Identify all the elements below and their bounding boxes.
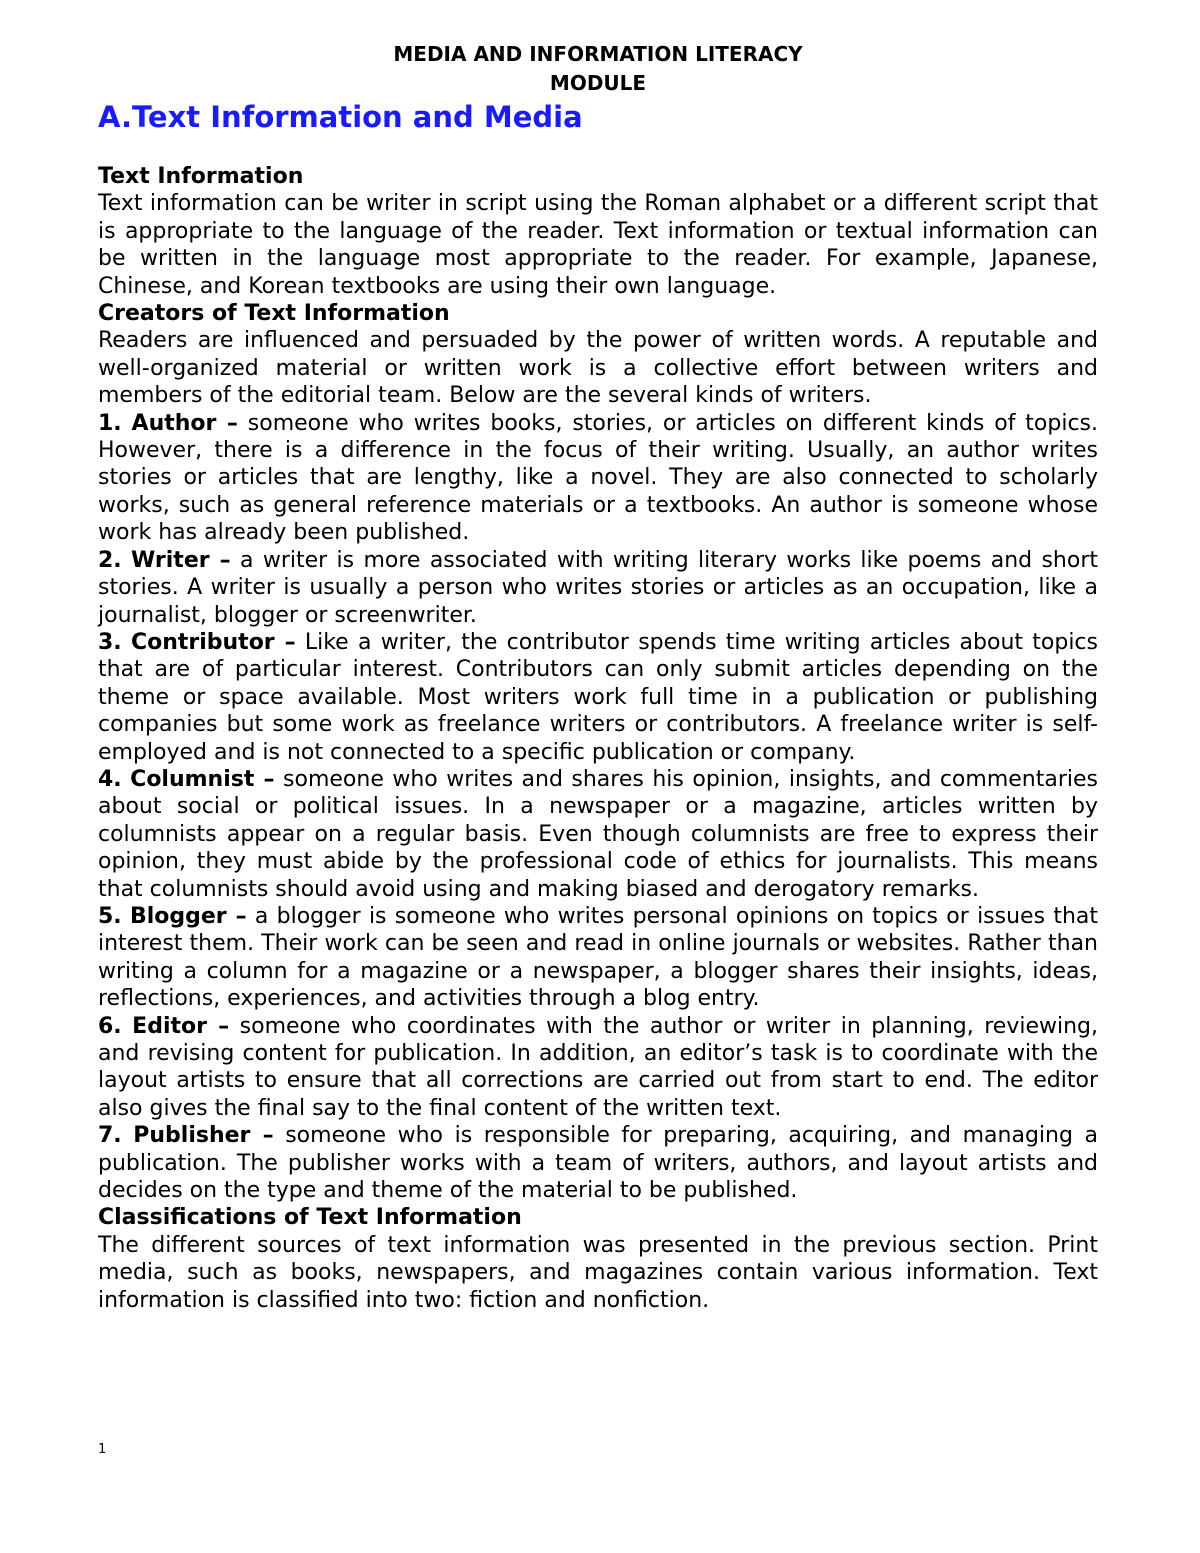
list-item-term: Editor –	[132, 1013, 230, 1039]
list-item	[98, 629, 1098, 766]
list-item-term: Contributor –	[130, 629, 296, 655]
list-item-description: a blogger is someone who writes personal opinions on topics or issues that interest them. Their work can be seen and read in online journals or websites. Rather than writing a column for a magazine or a newspaper, a blogger shares their insights, ideas, reflections, experiences, and activities through a blog entry.	[98, 903, 1098, 1012]
list-item-term: Writer –	[131, 547, 231, 573]
list-item-number: 4.	[98, 766, 122, 792]
document-page	[98, 40, 1098, 1314]
list-item	[98, 410, 1098, 547]
text-information-paragraph: Text information can be writer in script using the Roman alphabet or a different script that is appropriate to the language of the reader. Text information or textual information can be written in the language most appropriate to the reader. For example, Japanese, Chinese, and Korean textbooks are using their own language.	[98, 191, 1098, 299]
list-item	[98, 1122, 1098, 1204]
list-item-number: 2.	[98, 547, 122, 573]
document-title-line1: MEDIA AND INFORMATION LITERACY	[393, 42, 803, 66]
list-item-description: someone who is responsible for preparing, acquiring, and managing a publication. The publisher works with a team of writers, authors, and layout artists and decides on the type and theme of the material to be published.	[98, 1123, 1098, 1204]
text-information-heading: Text Information	[98, 164, 304, 189]
list-item-description: someone who coordinates with the author or writer in planning, reviewing, and revising content for publication. In addition, an editor’s task is to coordinate with the layout artists to ensure that all corrections are carried out from start to end. The editor also gives the final say to the final content of the written text.	[98, 1013, 1098, 1121]
list-item-term: Publisher –	[133, 1123, 274, 1149]
list-item-number: 1.	[98, 410, 122, 436]
creators-heading: Creators of Text Information	[98, 301, 450, 327]
list-item-description: someone who writes books, stories, or articles on different kinds of topics. However, there is a difference in the focus of their writing. Usually, an author writes stories or articles that are lengthy, like a novel. They are also connected to scholarly works, such as general reference materials or a textbooks. An author is someone whose work has already been published.	[98, 410, 1099, 546]
list-item-number: 5.	[98, 903, 122, 929]
list-item	[98, 547, 1098, 629]
section-heading: A.Text Information and Media	[98, 100, 583, 134]
list-item-number: 6.	[98, 1013, 122, 1039]
list-item-description: a writer is more associated with writing literary works like poems and short stories. A writer is usually a person who writes stories or articles as an occupation, like a journalist, blogger or screenwriter.	[98, 547, 1098, 628]
list-item	[98, 766, 1098, 903]
list-item-number: 7.	[98, 1123, 122, 1149]
document-title-line2: MODULE	[549, 71, 647, 95]
list-item-description: someone who writes and shares his opinion, insights, and commentaries about social or political issues. In a newspaper or a magazine, articles written by columnists appear on a regular basis. Even though columnists are free to express their opinion, they must abide by the professional code of ethics for journalists. This means that columnists should avoid using and making biased and derogatory remarks.	[98, 766, 1098, 902]
list-item-description: Like a writer, the contributor spends time writing articles about topics that are of particular interest. Contributors can only submit articles depending on the theme or space available. Most writers work full time in a publication or publishing companies but some work as freelance writers or contributors. A freelance writer is self-employed and is not connected to a specific publication or company.	[98, 629, 1098, 765]
creators-list	[98, 410, 1098, 1205]
list-item-number: 3.	[98, 629, 122, 655]
classifications-paragraph: The different sources of text information was presented in the previous section. Print media, such as books, newspapers, and magazines contain various information. Text information is classified into two: fiction and nonfiction.	[98, 1232, 1098, 1313]
creators-intro-paragraph: Readers are influenced and persuaded by the power of written words. A reputable and well-organized material or written work is a collective effort between writers and members of the editorial team. Below are the several kinds of writers.	[98, 328, 1098, 409]
list-item	[98, 1013, 1098, 1123]
page-number: 1	[98, 1442, 107, 1457]
list-item-term: Author –	[131, 410, 238, 436]
list-item-term: Columnist –	[130, 766, 275, 792]
list-item	[98, 903, 1098, 1013]
list-item-term: Blogger –	[129, 903, 247, 929]
classifications-heading: Classifications of Text Information	[98, 1205, 522, 1231]
